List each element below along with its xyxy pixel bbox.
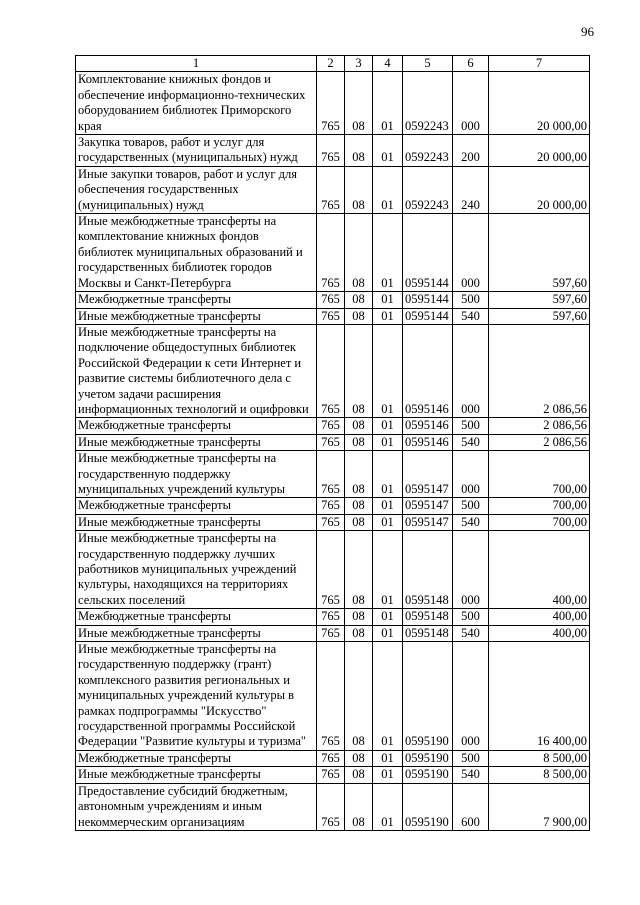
column-header: 2 [317, 56, 345, 72]
row-description: Межбюджетные трансферты [76, 292, 317, 308]
row-amount: 700,00 [489, 514, 590, 530]
row-target-code: 0595147 [403, 514, 453, 530]
row-amount: 20 000,00 [489, 72, 590, 135]
row-subsection-code: 01 [373, 72, 403, 135]
row-expense-type: 000 [453, 324, 489, 417]
row-description: Иные межбюджетные трансферты на государственную поддержку муниципальных учреждений культуры [76, 451, 317, 498]
row-ministry-code: 765 [317, 750, 345, 766]
row-subsection-code: 01 [373, 514, 403, 530]
row-amount: 400,00 [489, 609, 590, 625]
table-row [76, 642, 590, 751]
row-section-code: 08 [345, 609, 373, 625]
row-expense-type: 200 [453, 135, 489, 167]
row-subsection-code: 01 [373, 609, 403, 625]
row-expense-type: 500 [453, 609, 489, 625]
row-section-code: 08 [345, 434, 373, 450]
row-section-code: 08 [345, 135, 373, 167]
row-description: Иные межбюджетные трансферты [76, 514, 317, 530]
row-expense-type: 600 [453, 783, 489, 830]
row-amount: 597,60 [489, 214, 590, 292]
row-description: Межбюджетные трансферты [76, 750, 317, 766]
row-subsection-code: 01 [373, 166, 403, 213]
row-expense-type: 000 [453, 642, 489, 751]
row-ministry-code: 765 [317, 783, 345, 830]
row-subsection-code: 01 [373, 767, 403, 783]
table-row [76, 451, 590, 498]
row-section-code: 08 [345, 72, 373, 135]
row-section-code: 08 [345, 292, 373, 308]
row-section-code: 08 [345, 418, 373, 434]
row-description: Иные межбюджетные трансферты [76, 625, 317, 641]
table-row [76, 292, 590, 308]
row-target-code: 0595190 [403, 783, 453, 830]
row-ministry-code: 765 [317, 531, 345, 609]
row-ministry-code: 765 [317, 135, 345, 167]
row-target-code: 0595144 [403, 292, 453, 308]
row-description: Иные межбюджетные трансферты на подключение общедоступных библиотек Российской Федерации к сети Интернет и развитие системы библиотечного дела с учетом задачи расширения информационных технологий и оцифровки [76, 324, 317, 417]
row-ministry-code: 765 [317, 625, 345, 641]
row-amount: 400,00 [489, 625, 590, 641]
row-section-code: 08 [345, 514, 373, 530]
row-ministry-code: 765 [317, 434, 345, 450]
table-row [76, 625, 590, 641]
table-row [76, 135, 590, 167]
row-target-code: 0595190 [403, 750, 453, 766]
row-description: Иные закупки товаров, работ и услуг для обеспечения государственных (муниципальных) нужд [76, 166, 317, 213]
row-expense-type: 000 [453, 72, 489, 135]
row-target-code: 0595144 [403, 214, 453, 292]
table-header-row [76, 56, 590, 72]
row-expense-type: 540 [453, 434, 489, 450]
row-target-code: 0595148 [403, 609, 453, 625]
page-number: 96 [581, 24, 594, 39]
row-amount: 7 900,00 [489, 783, 590, 830]
row-subsection-code: 01 [373, 308, 403, 324]
row-amount: 700,00 [489, 451, 590, 498]
row-subsection-code: 01 [373, 324, 403, 417]
row-ministry-code: 765 [317, 514, 345, 530]
row-expense-type: 500 [453, 292, 489, 308]
row-target-code: 0595148 [403, 531, 453, 609]
row-amount: 2 086,56 [489, 324, 590, 417]
row-amount: 8 500,00 [489, 750, 590, 766]
table-row [76, 324, 590, 417]
row-ministry-code: 765 [317, 418, 345, 434]
row-expense-type: 540 [453, 625, 489, 641]
column-header: 1 [76, 56, 317, 72]
row-amount: 8 500,00 [489, 767, 590, 783]
row-target-code: 0592243 [403, 166, 453, 213]
row-subsection-code: 01 [373, 418, 403, 434]
row-target-code: 0595146 [403, 418, 453, 434]
row-section-code: 08 [345, 642, 373, 751]
row-ministry-code: 765 [317, 324, 345, 417]
row-amount: 20 000,00 [489, 135, 590, 167]
row-subsection-code: 01 [373, 214, 403, 292]
table-row [76, 308, 590, 324]
row-amount: 16 400,00 [489, 642, 590, 751]
row-section-code: 08 [345, 214, 373, 292]
row-expense-type: 240 [453, 166, 489, 213]
row-section-code: 08 [345, 324, 373, 417]
row-description: Иные межбюджетные трансферты [76, 767, 317, 783]
row-section-code: 08 [345, 750, 373, 766]
row-subsection-code: 01 [373, 531, 403, 609]
row-description: Иные межбюджетные трансферты [76, 434, 317, 450]
column-header: 3 [345, 56, 373, 72]
row-amount: 2 086,56 [489, 418, 590, 434]
row-target-code: 0595190 [403, 642, 453, 751]
row-expense-type: 500 [453, 498, 489, 514]
row-target-code: 0595148 [403, 625, 453, 641]
row-ministry-code: 765 [317, 642, 345, 751]
row-ministry-code: 765 [317, 451, 345, 498]
row-expense-type: 000 [453, 451, 489, 498]
row-amount: 597,60 [489, 292, 590, 308]
table-row [76, 531, 590, 609]
row-description: Межбюджетные трансферты [76, 609, 317, 625]
row-subsection-code: 01 [373, 498, 403, 514]
row-description: Иные межбюджетные трансферты на государственную поддержку лучших работников муниципальных учреждений культуры, находящихся на территориях сельских поселений [76, 531, 317, 609]
row-ministry-code: 765 [317, 609, 345, 625]
column-header: 4 [373, 56, 403, 72]
row-section-code: 08 [345, 308, 373, 324]
row-expense-type: 540 [453, 514, 489, 530]
row-ministry-code: 765 [317, 214, 345, 292]
row-amount: 700,00 [489, 498, 590, 514]
row-amount: 597,60 [489, 308, 590, 324]
row-section-code: 08 [345, 451, 373, 498]
row-amount: 400,00 [489, 531, 590, 609]
row-target-code: 0595144 [403, 308, 453, 324]
row-expense-type: 500 [453, 750, 489, 766]
row-description: Иные межбюджетные трансферты на комплектование книжных фондов библиотек муниципальных образований и государственных библиотек городов Москвы и Санкт-Петербурга [76, 214, 317, 292]
row-amount: 2 086,56 [489, 434, 590, 450]
row-description: Иные межбюджетные трансферты [76, 308, 317, 324]
row-subsection-code: 01 [373, 642, 403, 751]
row-section-code: 08 [345, 625, 373, 641]
table-row [76, 767, 590, 783]
row-ministry-code: 765 [317, 292, 345, 308]
column-header: 7 [489, 56, 590, 72]
row-section-code: 08 [345, 531, 373, 609]
row-ministry-code: 765 [317, 308, 345, 324]
table-row [76, 750, 590, 766]
row-expense-type: 540 [453, 767, 489, 783]
row-target-code: 0595147 [403, 498, 453, 514]
row-target-code: 0592243 [403, 135, 453, 167]
row-target-code: 0595146 [403, 324, 453, 417]
row-description: Комплектование книжных фондов и обеспечение информационно-технических оборудованием библиотек Приморского края [76, 72, 317, 135]
row-ministry-code: 765 [317, 498, 345, 514]
table-row [76, 514, 590, 530]
table-row [76, 166, 590, 213]
row-expense-type: 000 [453, 531, 489, 609]
row-subsection-code: 01 [373, 750, 403, 766]
row-target-code: 0595190 [403, 767, 453, 783]
table-row [76, 72, 590, 135]
table-row [76, 498, 590, 514]
row-section-code: 08 [345, 166, 373, 213]
column-header: 6 [453, 56, 489, 72]
row-description: Межбюджетные трансферты [76, 498, 317, 514]
row-section-code: 08 [345, 498, 373, 514]
table-row [76, 214, 590, 292]
row-ministry-code: 765 [317, 166, 345, 213]
row-section-code: 08 [345, 767, 373, 783]
table-body [76, 56, 590, 831]
row-section-code: 08 [345, 783, 373, 830]
row-ministry-code: 765 [317, 72, 345, 135]
row-expense-type: 540 [453, 308, 489, 324]
row-amount: 20 000,00 [489, 166, 590, 213]
column-header: 5 [403, 56, 453, 72]
table-row [76, 434, 590, 450]
row-description: Закупка товаров, работ и услуг для государственных (муниципальных) нужд [76, 135, 317, 167]
row-subsection-code: 01 [373, 625, 403, 641]
table-row [76, 783, 590, 830]
row-description: Иные межбюджетные трансферты на государственную поддержку (грант) комплексного развития региональных и муниципальных учреждений культуры в рамках подпрограммы "Искусство" государственной программы Российской Федерации "Развитие культуры и туризма" [76, 642, 317, 751]
row-subsection-code: 01 [373, 434, 403, 450]
row-subsection-code: 01 [373, 292, 403, 308]
row-target-code: 0595147 [403, 451, 453, 498]
row-ministry-code: 765 [317, 767, 345, 783]
row-expense-type: 000 [453, 214, 489, 292]
table-row [76, 609, 590, 625]
row-subsection-code: 01 [373, 783, 403, 830]
row-description: Межбюджетные трансферты [76, 418, 317, 434]
row-expense-type: 500 [453, 418, 489, 434]
table-row [76, 418, 590, 434]
row-target-code: 0592243 [403, 72, 453, 135]
row-subsection-code: 01 [373, 451, 403, 498]
row-description: Предоставление субсидий бюджетным, автономным учреждениям и иным некоммерческим организациям [76, 783, 317, 830]
row-target-code: 0595146 [403, 434, 453, 450]
budget-table [75, 55, 590, 831]
row-subsection-code: 01 [373, 135, 403, 167]
